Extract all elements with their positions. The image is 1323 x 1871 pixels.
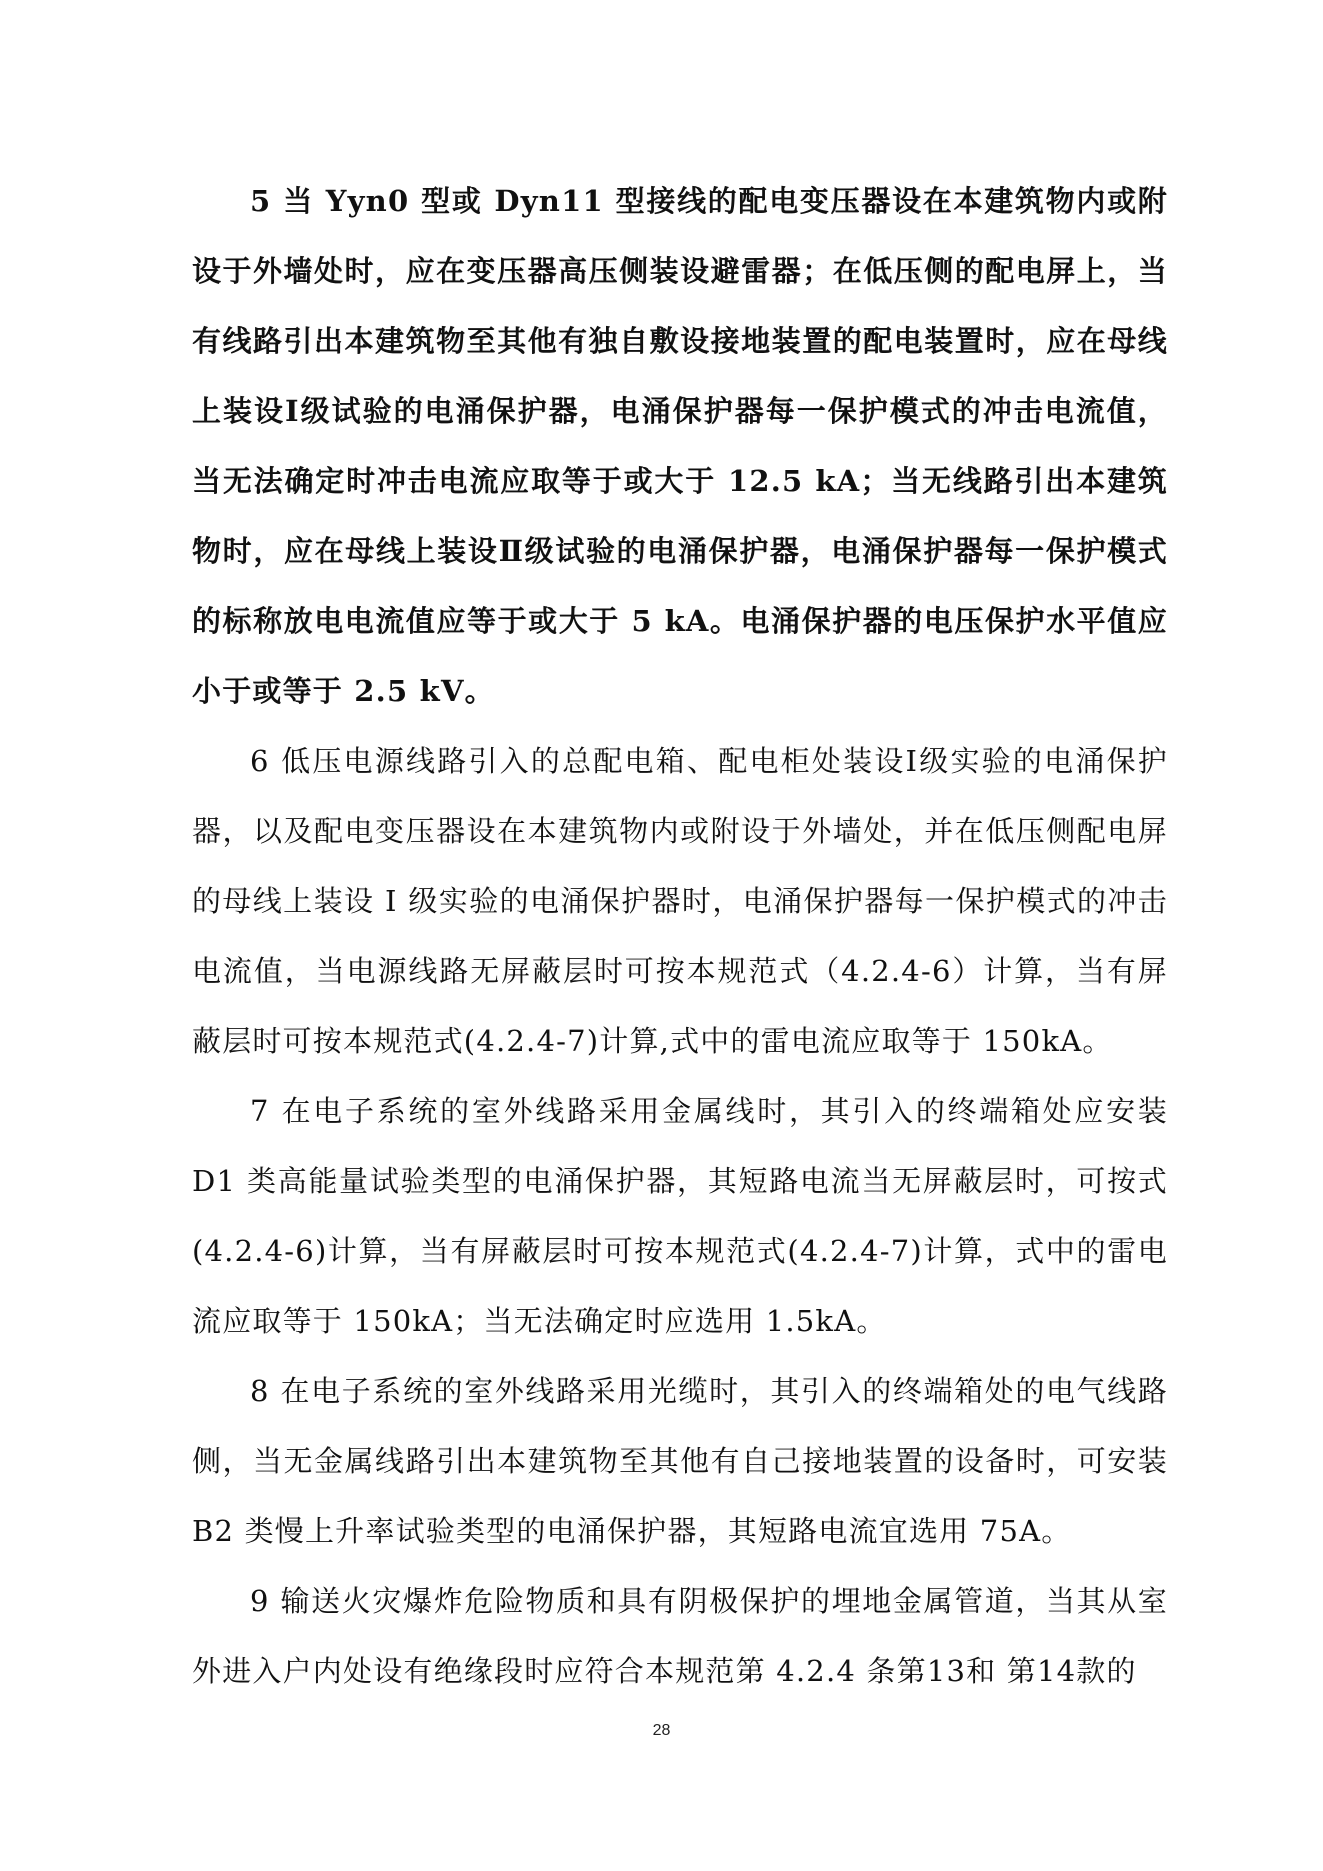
page-number: 28 — [652, 1722, 671, 1739]
paragraph-item-5: 5 当 Yyn0 型或 Dyn11 型接线的配电变压器设在本建筑物内或附设于外墙处时，应在变压器高压侧装设避雷器；在低压侧的配电屏上，当有线路引出本建筑物至其他有独自敷设接地装置的配电装置时，应在母线上装设Ⅰ级试验的电涌保护器，电涌保护器每一保护模式的冲击电流值，当无法确定时冲击电流应取等于或大于 12.5 kA；当无线路引出本建筑物时，应在母线上装设Ⅱ级试验的电涌保护器，电涌保护器每一保护模式的标称放电电流值应等于或大于 5 kA。电涌保护器的电压保护水平值应小于或等于 2.5 kV。 — [192, 184, 1168, 708]
paragraph-item-7: 7 在电子系统的室外线路采用金属线时，其引入的终端箱处应安装 D1 类高能量试验类型的电涌保护器，其短路电流当无屏蔽层时，可按式(4.2.4-6)计算，当有屏蔽层时可按本规范式(4.2.4-7)计算，式中的雷电流应取等于 150kA；当无法确定时应选用 1.5kA。 — [192, 1094, 1168, 1338]
paragraph-item-6: 6 低压电源线路引入的总配电箱、配电柜处装设Ⅰ级实验的电涌保护器，以及配电变压器设在本建筑物内或附设于外墙处，并在低压侧配电屏的母线上装设 Ⅰ 级实验的电涌保护器时，电涌保护器每一保护模式的冲击电流值，当电源线路无屏蔽层时可按本规范式（4.2.4-6）计算，当有屏蔽层时可按本规范式(4.2.4-7)计算,式中的雷电流应取等于 150kA。 — [192, 744, 1168, 1058]
paragraph-item-8: 8 在电子系统的室外线路采用光缆时，其引入的终端箱处的电气线路侧，当无金属线路引出本建筑物至其他有自己接地装置的设备时，可安装 B2 类慢上升率试验类型的电涌保护器，其短路电流宜选用 75A。 — [192, 1374, 1168, 1548]
body-text — [192, 166, 1168, 1706]
paragraph-item-9: 9 输送火灾爆炸危险物质和具有阴极保护的埋地金属管道，当其从室外进入户内处设有绝缘段时应符合本规范第 4.2.4 条第13和 第14款的 — [192, 1584, 1168, 1688]
